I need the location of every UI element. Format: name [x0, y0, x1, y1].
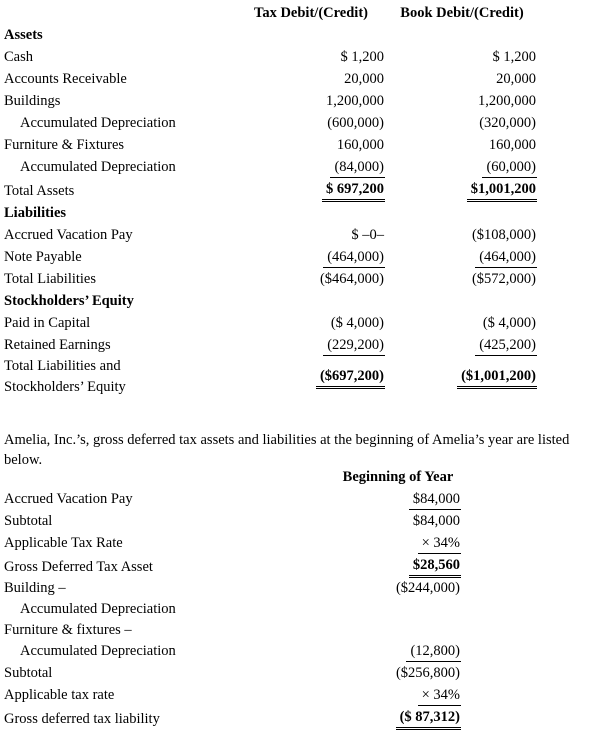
table-row [4, 224, 538, 246]
row-label-accrued-vacation-pay: Accrued Vacation Pay [4, 227, 133, 243]
accounts-receivable-book-value: 20,000 [496, 71, 536, 87]
table-row [4, 156, 538, 178]
row-label-total-liabilities: Total Liabilities [4, 271, 97, 287]
accounts-receivable-tax-value: 20,000 [344, 71, 384, 87]
accrued-vacation-tax-value: $ –0– [351, 227, 384, 243]
header-book-debit-credit: Book Debit/(Credit) [400, 5, 524, 21]
note-payable-tax-value: (464,000) [236, 246, 386, 268]
total-assets-book-value: $1,001,200 [386, 178, 538, 202]
retained-earnings-book-value: (425,200) [386, 334, 538, 356]
accrued-vacation-beginning-value: $84,000 [334, 488, 462, 510]
table-row [4, 662, 462, 684]
table-row [4, 246, 538, 268]
row-label-furniture-accumulated-depreciation: Accumulated Depreciation [20, 159, 176, 175]
paid-in-capital-book-value: ($ 4,000) [482, 315, 536, 331]
furniture-book-value: 160,000 [488, 137, 536, 153]
total-liab-equity-line2: Stockholders’ Equity [4, 379, 126, 395]
subtotal-liability-value: ($256,800) [395, 665, 460, 681]
furniture-tax-value: 160,000 [336, 137, 384, 153]
liabilities-heading: Liabilities [4, 205, 67, 221]
table-row [4, 684, 462, 706]
buildings-tax-value: 1,200,000 [326, 93, 384, 109]
row-label-accounts-receivable: Accounts Receivable [4, 71, 127, 87]
table-row [4, 578, 462, 620]
applicable-tax-rate-liability-value: × 34% [334, 684, 462, 706]
deferred-tax-table [4, 466, 462, 730]
cash-tax-value [236, 46, 386, 68]
total-liab-equity-line1: Total Liabilities and [4, 358, 121, 374]
table-row [4, 46, 538, 68]
row-label-furniture-accumulated-depreciation-deferred [4, 620, 334, 662]
total-liabilities-book-value: ($572,000) [471, 271, 536, 287]
table-row-total [4, 178, 538, 202]
row-label-paid-in-capital: Paid in Capital [4, 315, 91, 331]
section-header-liabilities [4, 202, 538, 224]
cash-tax-text: $ 1,200 [340, 49, 384, 65]
gross-deferred-tax-asset-value: $28,560 [334, 554, 462, 578]
row-label-building-accumulated-depreciation-deferred [4, 578, 334, 620]
table-header-row [4, 466, 462, 488]
row-label-total-assets: Total Assets [4, 183, 75, 199]
building-accum-dep-tax-value: (600,000) [327, 115, 384, 131]
table-row [4, 620, 462, 662]
table-row [4, 90, 538, 112]
gross-deferred-tax-liability-value: ($ 87,312) [334, 706, 462, 730]
section-header-assets [4, 24, 538, 46]
paid-in-capital-tax-value: ($ 4,000) [330, 315, 384, 331]
row-label-furniture-fixtures: Furniture & Fixtures [4, 137, 125, 153]
furniture-accum-dep-book-value: (60,000) [386, 156, 538, 178]
row-label-buildings: Buildings [4, 93, 61, 109]
header-tax-debit-credit: Tax Debit/(Credit) [254, 5, 368, 21]
note-payable-book-value: (464,000) [386, 246, 538, 268]
building-line1: Building – [4, 580, 66, 596]
row-label-total-liabilities-and-equity [4, 356, 236, 398]
table-row-total [4, 554, 462, 578]
total-liabilities-tax-value: ($464,000) [319, 271, 384, 287]
furniture-line1: Furniture & fixtures – [4, 622, 132, 638]
table-row [4, 312, 538, 334]
table-row [4, 488, 462, 510]
row-label-building-accumulated-depreciation: Accumulated Depreciation [20, 115, 176, 131]
row-label-retained-earnings: Retained Earnings [4, 337, 111, 353]
row-label-gross-deferred-tax-asset: Gross Deferred Tax Asset [4, 559, 153, 575]
row-label-subtotal-asset: Subtotal [4, 513, 53, 529]
table-row [4, 510, 462, 532]
table-row [4, 334, 538, 356]
assets-heading: Assets [4, 27, 43, 43]
furniture-line2: Accumulated Depreciation [20, 643, 176, 659]
total-liab-equity-book-value: ($1,001,200) [386, 356, 538, 398]
table-header-row [4, 2, 538, 24]
table-row-total [4, 706, 462, 730]
buildings-book-value: 1,200,000 [478, 93, 536, 109]
table-row [4, 112, 538, 134]
section-header-stockholders-equity [4, 290, 538, 312]
building-accum-dep-beginning-value: ($244,000) [395, 580, 460, 596]
header-blank [4, 2, 236, 24]
row-label-applicable-tax-rate-liability: Applicable tax rate [4, 687, 115, 703]
row-label-applicable-tax-rate-asset: Applicable Tax Rate [4, 535, 123, 551]
row-label-note-payable: Note Payable [4, 249, 82, 265]
row-label-subtotal-liability: Subtotal [4, 665, 53, 681]
table-row [4, 134, 538, 156]
retained-earnings-tax-value: (229,200) [236, 334, 386, 356]
total-assets-tax-value: $ 697,200 [236, 178, 386, 202]
applicable-tax-rate-asset-value: × 34% [334, 532, 462, 554]
cash-book-text: $ 1,200 [492, 49, 536, 65]
table-row [4, 532, 462, 554]
table-row-total [4, 268, 538, 290]
accrued-vacation-book-value: ($108,000) [471, 227, 536, 243]
balance-sheet-table [4, 2, 538, 398]
row-label-gross-deferred-tax-liability: Gross deferred tax liability [4, 711, 160, 727]
building-line2: Accumulated Depreciation [20, 601, 176, 617]
furniture-accum-dep-tax-value: (84,000) [236, 156, 386, 178]
note-paragraph: Amelia, Inc.’s, gross deferred tax assets and liabilities at the beginning of Amelia’s year are listed below. [4, 431, 570, 468]
row-label-accrued-vacation-pay-deferred: Accrued Vacation Pay [4, 491, 133, 507]
subtotal-asset-value: $84,000 [412, 513, 460, 529]
row-label-cash: Cash [4, 49, 33, 65]
furniture-accum-dep-beginning-value: (12,800) [334, 620, 462, 662]
header-beginning-of-year: Beginning of Year [342, 469, 454, 485]
building-accum-dep-book-value: (320,000) [479, 115, 536, 131]
total-liab-equity-tax-value: ($697,200) [236, 356, 386, 398]
cash-book-value [386, 46, 538, 68]
table-row [4, 68, 538, 90]
stockholders-equity-heading: Stockholders’ Equity [4, 293, 134, 309]
table-row-grand-total [4, 356, 538, 398]
